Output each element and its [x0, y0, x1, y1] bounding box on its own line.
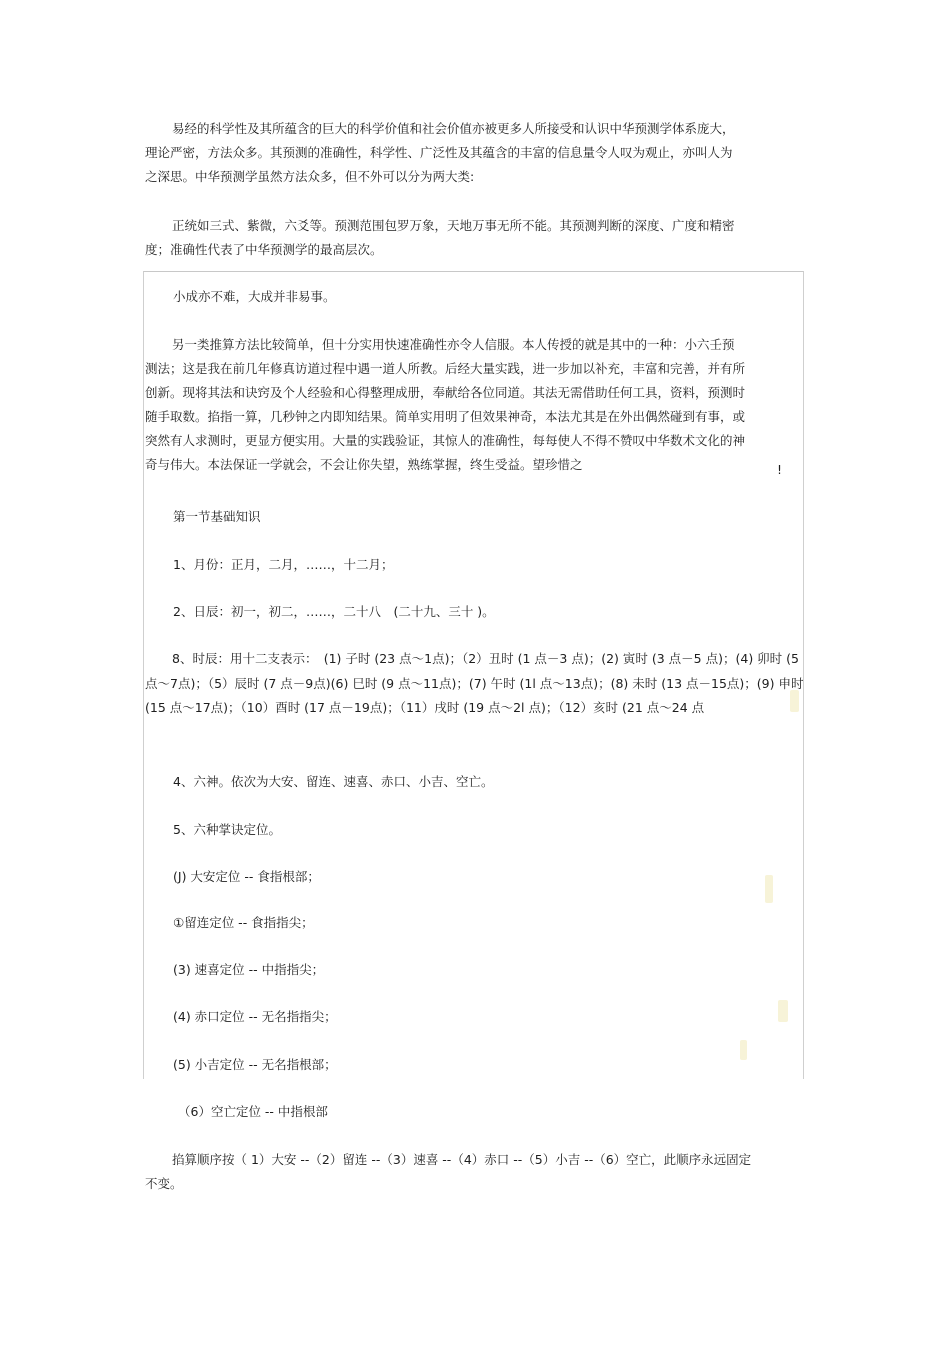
sequence-paragraph: 掐算顺序按（ 1）大安 --（2）留连 --（3）速喜 --（4）赤口 --（5）小吉 --（6）空亡，此顺序永远固定不变。 — [145, 1152, 752, 1191]
position-xiao-ji: (5) 小吉定位 -- 无名指根部； — [173, 1057, 337, 1072]
position-liu-lian: ①留连定位 -- 食指指尖； — [173, 915, 314, 930]
intro-paragraph: 易经的科学性及其所蕴含的巨大的科学价值和社会价值亦被更多人所接受和认识中华预测学体系庞大，理论严密，方法众多。其预测的准确性，科学性、广泛性及其蕴含的丰富的信息量令人叹为观止，亦叫人为之深思。中华预测学虽然方法众多，但不外可以分为两大类: — [145, 121, 735, 184]
item-hour: 8、时辰：用十二支表示： (1) 子时 (23 点～1点)；（2）丑时 (1 点－3 点)；(2) 寅时 (3 点－5 点)；(4) 卯时 (5 点～7点)；（5）辰时 (7 点－9点)(6) 巳时 (9 点～11点)；(7) 午时 (1l 点～13点)；(8) 未时 (13 点－15点)；(9) 申时 (15 点～17点)；（10）酉时 (17 点－19点)；（11）戌时 (19 点～2l 点)；（12）亥时 (21 点～24 点 — [145, 651, 804, 715]
exclamation-mark: ! — [777, 462, 783, 477]
orthodox-paragraph: 正统如三式、紫微，六爻等。预测范围包罗万象，天地万事无所不能。其预测判断的深度、广度和精密度；准确性代表了中华预测学的最高层次。 — [145, 218, 735, 257]
item-day: 2、日辰：初一，初二，……，二十八 (二十九、三十 )。 — [173, 604, 495, 619]
scan-speck — [765, 875, 773, 903]
small-success-line: 小成亦不难，大成并非易事。 — [173, 289, 336, 304]
position-kong-wang: （6）空亡定位 -- 中指根部 — [178, 1104, 328, 1119]
position-da-an: (J) 大安定位 -- 食指根部； — [173, 869, 320, 884]
section-title: 第一节基础知识 — [173, 509, 261, 524]
scan-speck — [790, 690, 799, 712]
scan-speck — [778, 1000, 788, 1022]
scan-speck — [740, 1040, 747, 1060]
item-six-gods: 4、六神。依次为大安、留连、速喜、赤口、小吉、空亡。 — [173, 774, 494, 789]
item-month: 1、月份：正月，二月，……，十二月； — [173, 557, 394, 572]
another-method-paragraph: 另一类推算方法比较简单，但十分实用快速准确性亦令人信服。本人传授的就是其中的一种：小六壬预测法；这是我在前几年修真访道过程中遇一道人所教。后经大量实践，进一步加以补充，丰富和完善，并有所创新。现将其法和诀窍及个人经验和心得整理成册，奉献给各位同道。其法无需借助任何工具，资料，预测时随手取数。掐指一算，几秒钟之内即知结果。简单实用明了但效果神奇，本法尤其是在外出偶然碰到有事，或突然有人求测时，更显方便实用。大量的实践验证，其惊人的准确性，每每使人不得不赞叹中华数术文化的神奇与伟大。本法保证一学就会，不会让你失望，熟练掌握，终生受益。望珍惜之 — [145, 337, 746, 472]
item-palm-positions: 5、六种掌诀定位。 — [173, 822, 281, 837]
position-su-xi: (3) 速喜定位 -- 中指指尖； — [173, 962, 325, 977]
position-chi-kou: (4) 赤口定位 -- 无名指指尖； — [173, 1009, 337, 1024]
